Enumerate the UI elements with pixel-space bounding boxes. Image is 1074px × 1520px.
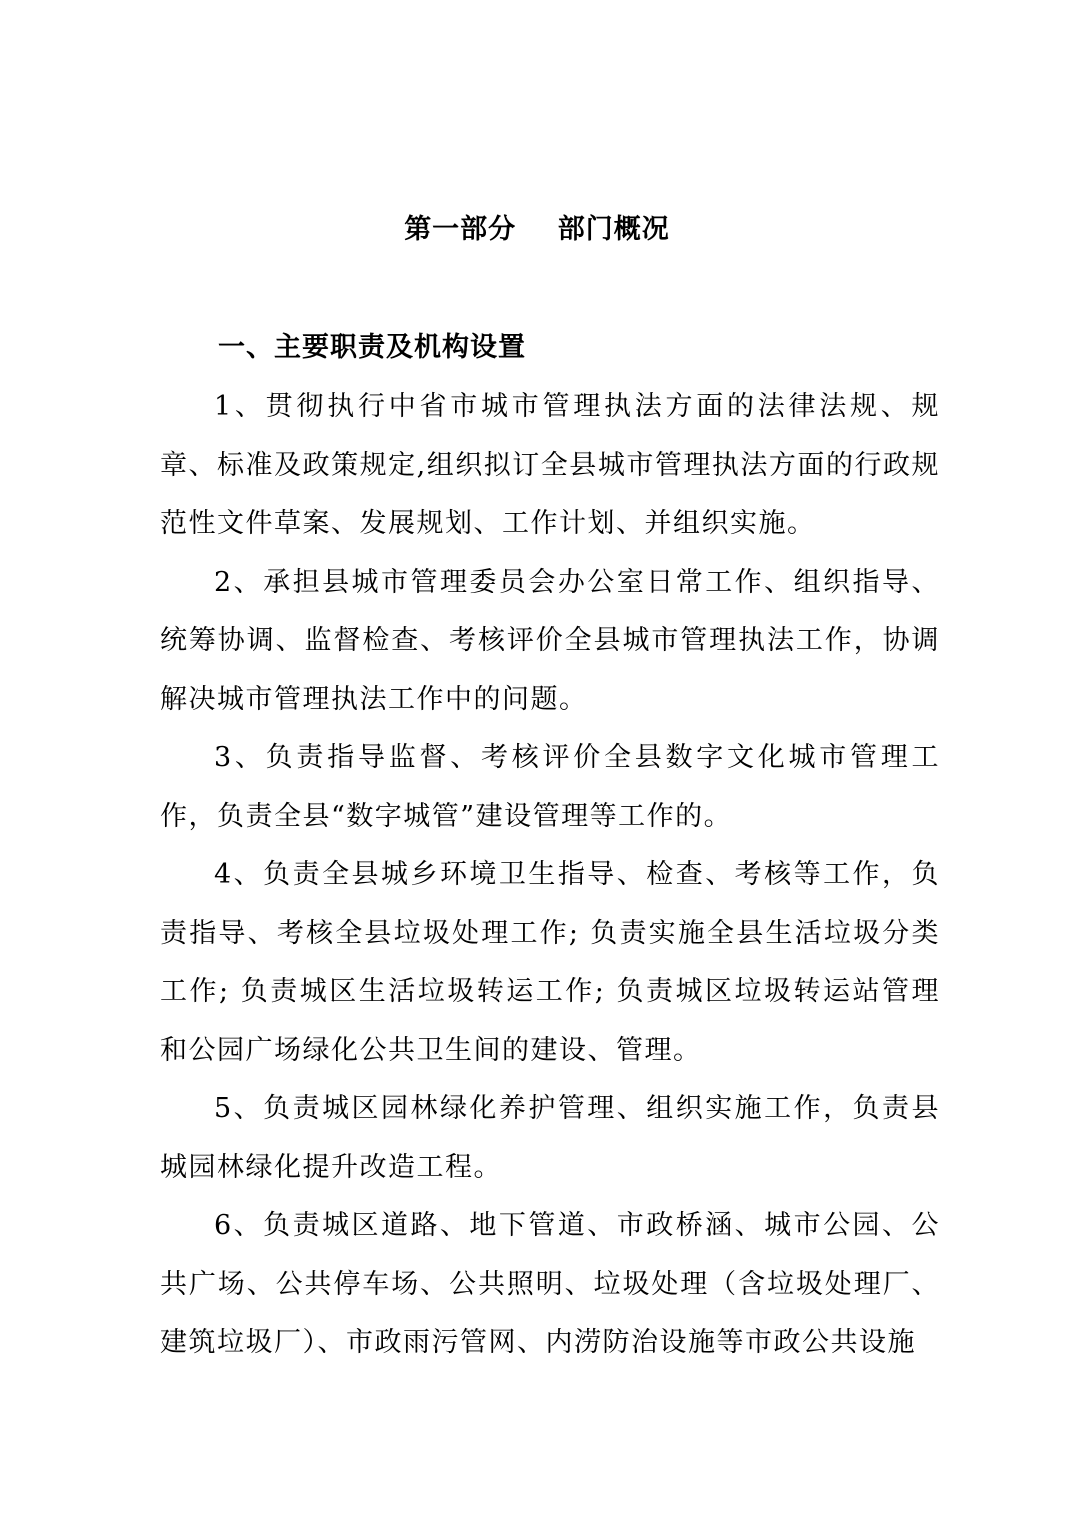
section-heading: 一、主要职责及机构设置 (218, 332, 526, 363)
part-title: 第一部分 部门概况 (404, 214, 670, 245)
duty-paragraph-3: 3、负责指导监督、考核评价全县数字文化城市管理工作，负责全县“数字城管”建设管理等工作的。 (160, 742, 940, 832)
duties-list (160, 378, 940, 1373)
duty-paragraph-1: 1、贯彻执行中省市城市管理执法方面的法律法规、规章、标准及政策规定,组织拟订全县城市管理执法方面的行政规范性文件草案、发展规划、工作计划、并组织实施。 (160, 391, 940, 539)
duty-paragraph-6: 6、负责城区道路、地下管道、市政桥涵、城市公园、公共广场、公共停车场、公共照明、垃圾处理（含垃圾处理厂、建筑垃圾厂）、市政雨污管网、内涝防治设施等市政公共设施 (160, 1210, 940, 1358)
duty-paragraph-5: 5、负责城区园林绿化养护管理、组织实施工作，负责县城园林绿化提升改造工程。 (160, 1093, 940, 1183)
duty-paragraph-2: 2、承担县城市管理委员会办公室日常工作、组织指导、统筹协调、监督检查、考核评价全县城市管理执法工作，协调解决城市管理执法工作中的问题。 (160, 566, 940, 715)
duty-paragraph-4: 4、负责全县城乡环境卫生指导、检查、考核等工作，负责指导、考核全县垃圾处理工作; 负责实施全县生活垃圾分类工作; 负责城区生活垃圾转运工作; 负责城区垃圾转运站管理和公园广场绿化公共卫生间的建设、管理。 (160, 859, 940, 1066)
